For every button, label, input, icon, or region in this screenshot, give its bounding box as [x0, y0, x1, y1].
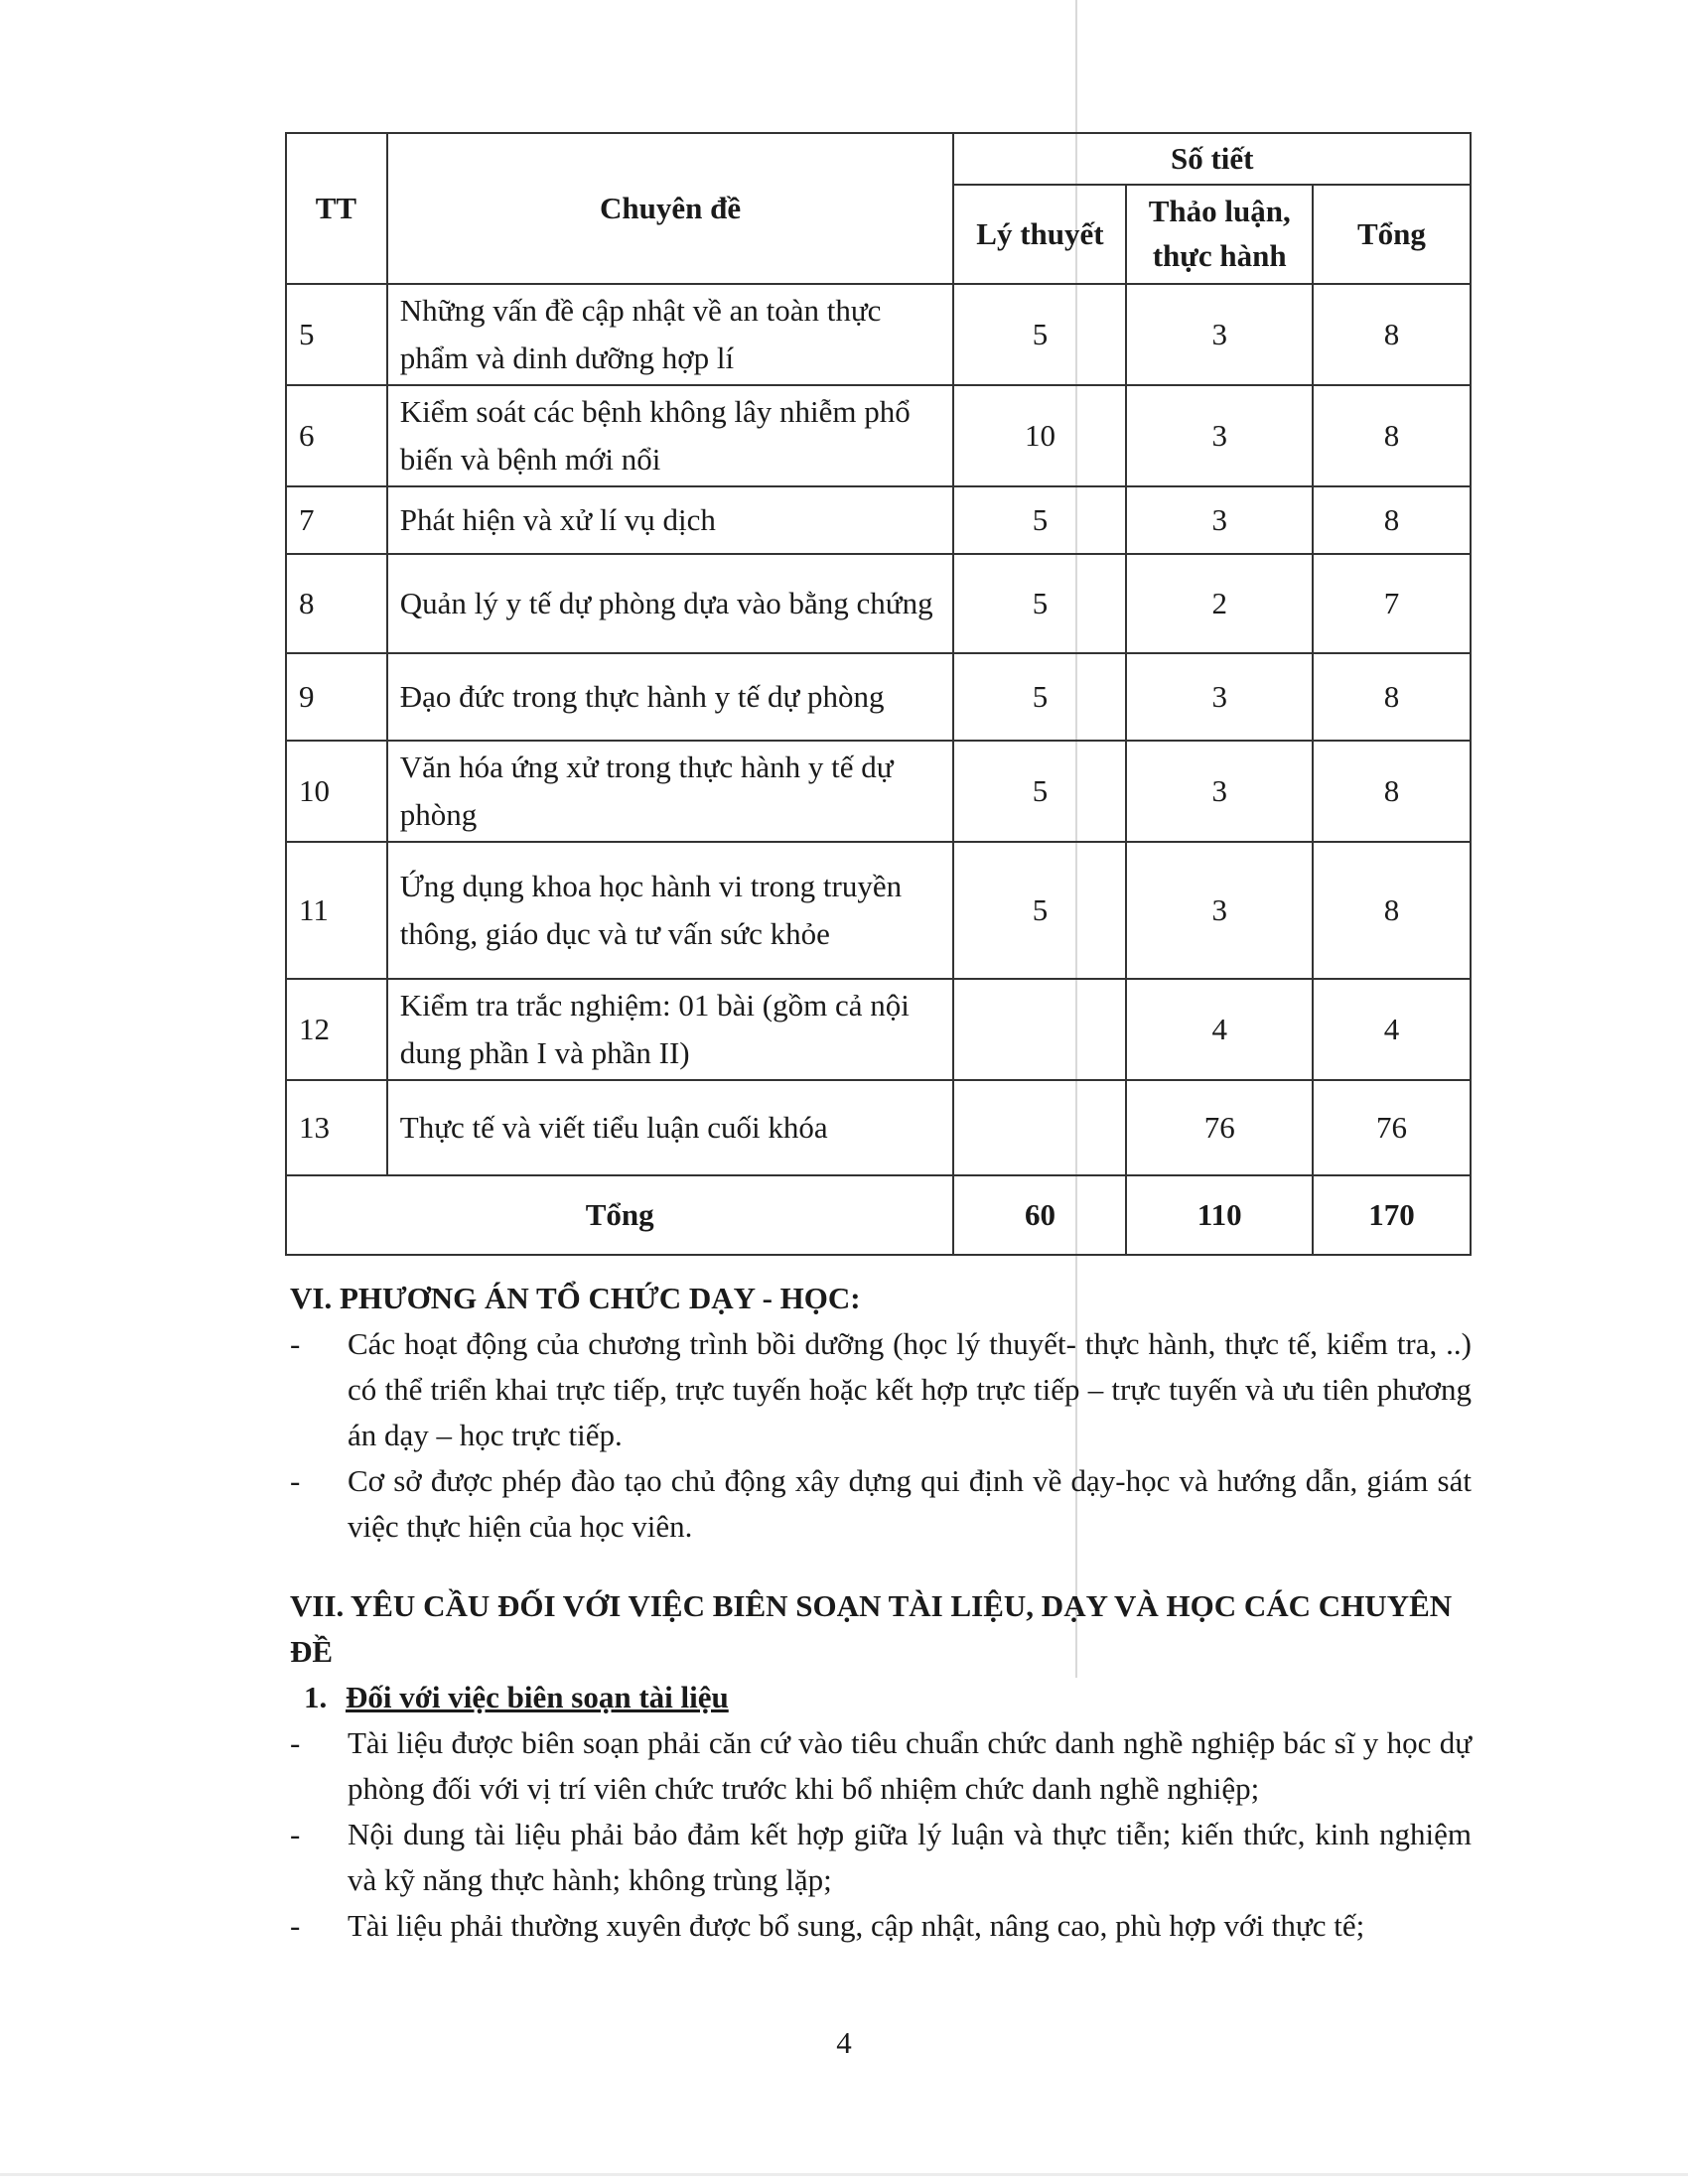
row-practice: 4 — [1126, 979, 1312, 1080]
table-row — [286, 979, 1471, 1080]
row-topic: Những vấn đề cập nhật về an toàn thực phẩm và dinh dưỡng hợp lí — [387, 284, 954, 385]
list-item — [290, 1458, 1472, 1550]
table-row — [286, 385, 1471, 486]
row-topic: Kiểm tra trắc nghiệm: 01 bài (gồm cả nội dung phần I và phần II) — [387, 979, 954, 1080]
section-6-heading: VI. PHƯƠNG ÁN TỔ CHỨC DẠY - HỌC: — [290, 1281, 861, 1315]
table-row — [286, 554, 1471, 653]
row-theory: 5 — [953, 842, 1126, 979]
row-topic: Văn hóa ứng xử trong thực hành y tế dự phòng — [387, 741, 954, 842]
row-tt: 13 — [286, 1080, 387, 1175]
row-topic: Đạo đức trong thực hành y tế dự phòng — [387, 653, 954, 741]
row-theory: 5 — [953, 284, 1126, 385]
row-practice: 3 — [1126, 385, 1312, 486]
header-theory: Lý thuyết — [953, 185, 1126, 284]
row-total: 7 — [1313, 554, 1471, 653]
total-theory: 60 — [953, 1175, 1126, 1255]
list-item — [290, 1812, 1472, 1903]
row-practice: 3 — [1126, 741, 1312, 842]
row-tt: 12 — [286, 979, 387, 1080]
subsection-title: Đối với việc biên soạn tài liệu — [346, 1680, 729, 1714]
row-theory: 5 — [953, 486, 1126, 554]
table-row — [286, 486, 1471, 554]
bullet-dash: - — [290, 1725, 301, 1760]
scan-edge-line — [0, 2173, 1688, 2176]
row-tt: 5 — [286, 284, 387, 385]
row-total: 4 — [1313, 979, 1471, 1080]
row-total: 8 — [1313, 842, 1471, 979]
bullet-dash: - — [290, 1463, 301, 1498]
bullet-text: Cơ sở được phép đào tạo chủ động xây dựng qui định về dạy-học và hướng dẫn, giám sát việc thực hiện của học viên. — [348, 1463, 1472, 1544]
table-row — [286, 653, 1471, 741]
bullet-text: Tài liệu phải thường xuyên được bổ sung, cập nhật, nâng cao, phù hợp với thực tế; — [348, 1908, 1365, 1943]
row-theory: 10 — [953, 385, 1126, 486]
row-practice: 3 — [1126, 653, 1312, 741]
row-practice: 3 — [1126, 842, 1312, 979]
list-item — [290, 1321, 1472, 1458]
total-label: Tổng — [286, 1175, 953, 1255]
row-tt: 7 — [286, 486, 387, 554]
header-total: Tổng — [1313, 185, 1471, 284]
subsection-heading — [304, 1675, 1472, 1720]
course-plan-table — [285, 132, 1472, 1256]
bullet-text: Tài liệu được biên soạn phải căn cứ vào tiêu chuẩn chức danh nghề nghiệp bác sĩ y học dự phòng đối với vị trí viên chức trước khi bổ nhiệm chức danh nghề nghiệp; — [348, 1725, 1472, 1806]
row-total: 8 — [1313, 653, 1471, 741]
header-practice: Thảo luận, thực hành — [1126, 185, 1312, 284]
row-topic: Phát hiện và xử lí vụ dịch — [387, 486, 954, 554]
bullet-dash: - — [290, 1326, 301, 1361]
row-topic: Thực tế và viết tiểu luận cuối khóa — [387, 1080, 954, 1175]
table-row — [286, 1080, 1471, 1175]
row-total: 8 — [1313, 385, 1471, 486]
row-practice: 2 — [1126, 554, 1312, 653]
header-tt: TT — [286, 133, 387, 284]
table-row — [286, 284, 1471, 385]
row-theory — [953, 1080, 1126, 1175]
table-row — [286, 842, 1471, 979]
bullet-text: Nội dung tài liệu phải bảo đảm kết hợp giữa lý luận và thực tiễn; kiến thức, kinh nghiệm và kỹ năng thực hành; không trùng lặp; — [348, 1817, 1472, 1897]
total-total: 170 — [1313, 1175, 1471, 1255]
row-tt: 11 — [286, 842, 387, 979]
row-total: 8 — [1313, 284, 1471, 385]
row-theory: 5 — [953, 653, 1126, 741]
row-topic: Kiểm soát các bệnh không lây nhiễm phổ biến và bệnh mới nổi — [387, 385, 954, 486]
subsection-number: 1. — [304, 1680, 328, 1714]
document-body — [290, 1276, 1472, 1949]
row-tt: 10 — [286, 741, 387, 842]
header-periods-group: Số tiết — [953, 133, 1471, 185]
section-7-heading: VII. YÊU CẦU ĐỐI VỚI VIỆC BIÊN SOẠN TÀI LIỆU, DẠY VÀ HỌC CÁC CHUYÊN ĐỀ — [290, 1588, 1453, 1669]
row-total: 8 — [1313, 741, 1471, 842]
list-item — [290, 1903, 1472, 1949]
row-practice: 76 — [1126, 1080, 1312, 1175]
row-tt: 8 — [286, 554, 387, 653]
total-practice: 110 — [1126, 1175, 1312, 1255]
row-theory: 5 — [953, 554, 1126, 653]
bullet-dash: - — [290, 1817, 301, 1851]
bullet-text: Các hoạt động của chương trình bồi dưỡng (học lý thuyết- thực hành, thực tế, kiểm tra, ..) có thể triển khai trực tiếp, trực tuyến hoặc kết hợp trực tiếp – trực tuyến và ưu tiên phương án dạy – học trực tiếp. — [348, 1326, 1472, 1452]
header-topic: Chuyên đề — [387, 133, 954, 284]
table-row — [286, 741, 1471, 842]
list-item — [290, 1720, 1472, 1812]
row-theory — [953, 979, 1126, 1080]
row-tt: 6 — [286, 385, 387, 486]
bullet-dash: - — [290, 1908, 301, 1943]
row-practice: 3 — [1126, 284, 1312, 385]
row-tt: 9 — [286, 653, 387, 741]
row-total: 76 — [1313, 1080, 1471, 1175]
table-header-row — [286, 133, 1471, 185]
row-topic: Quản lý y tế dự phòng dựa vào bằng chứng — [387, 554, 954, 653]
page-number: 4 — [836, 2025, 852, 2060]
row-practice: 3 — [1126, 486, 1312, 554]
table-total-row — [286, 1175, 1471, 1255]
row-total: 8 — [1313, 486, 1471, 554]
row-topic: Ứng dụng khoa học hành vi trong truyền thông, giáo dục và tư vấn sức khỏe — [387, 842, 954, 979]
row-theory: 5 — [953, 741, 1126, 842]
